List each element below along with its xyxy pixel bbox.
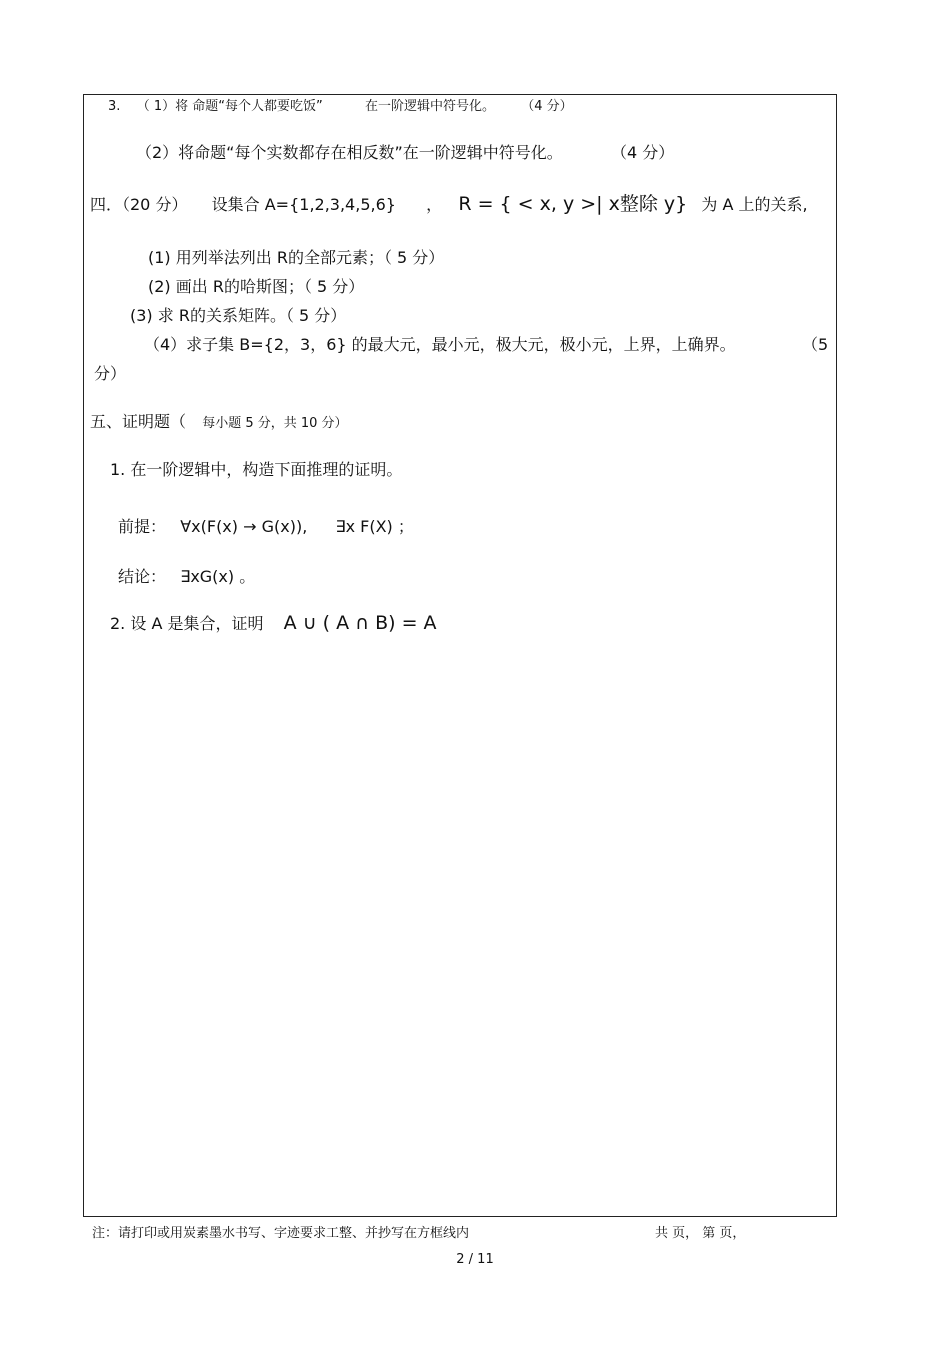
- q5-p1: 1. 在一阶逻辑中，构造下面推理的证明。: [110, 460, 403, 479]
- q4-item-3: (3) 求 R的关系矩阵。（ 5 分）: [130, 306, 347, 325]
- q4-item-4-score-a: （5: [802, 335, 829, 354]
- q4-comma: ，: [426, 195, 443, 214]
- q4-item-2: (2) 画出 R的哈斯图；（ 5 分）: [148, 277, 365, 296]
- conclusion-label: 结论：: [118, 567, 167, 586]
- conclusion-formula: ∃xG(x) 。: [180, 567, 256, 586]
- q5-header: [90, 412, 348, 434]
- q4-header: [90, 194, 808, 215]
- q5-p2-formula: A ∪ ( A ∩ B) = A: [283, 612, 437, 634]
- q3-line1: [108, 97, 573, 117]
- q3-part2-score: （4 分）: [610, 143, 675, 162]
- premise-formula-b: ∃x F(X) ；: [335, 517, 414, 536]
- q3-number: 3.: [108, 99, 121, 114]
- q5-conclusion: [118, 567, 255, 587]
- q5-score-note: 每小题 5 分，共 10 分）: [202, 416, 348, 431]
- q5-premise: [118, 517, 414, 537]
- q4-item-4-score-b: 分）: [94, 364, 127, 383]
- q4-item-4: （4）求子集 B={2，3，6} 的最大元，最小元，极大元，极小元，上界，上确界。: [144, 335, 736, 354]
- q4-relation-tail: 为 A 上的关系,: [701, 195, 808, 214]
- q4-set: 设集合 A={1,2,3,4,5,6}: [211, 195, 396, 214]
- q4-relation: R = { < x, y >| x整除 y}: [458, 193, 688, 215]
- q3-part1-score: （4 分）: [521, 99, 573, 114]
- page-number: 2 / 11: [456, 1252, 494, 1267]
- q5-p2-text: 2. 设 A 是集合，证明: [110, 614, 264, 633]
- q3-part1: （ 1）将 命题“每个人都要吃饭”: [136, 99, 323, 114]
- q5-p2: [110, 613, 437, 634]
- q3-part1-tail: 在一阶逻辑中符号化。: [364, 99, 495, 114]
- premise-label: 前提：: [118, 517, 167, 536]
- q4-item-1: (1) 用列举法列出 R的全部元素；（ 5 分）: [148, 248, 445, 267]
- footer-note: 注：请打印或用炭素墨水书写、字迹要求工整、并抄写在方框线内: [92, 1226, 470, 1241]
- footer-page-count: 共 页， 第 页，: [655, 1226, 746, 1241]
- q3-line2: [136, 143, 674, 163]
- q5-title: 五、证明题（: [90, 412, 187, 431]
- q4-title: 四．（20 分）: [90, 195, 188, 214]
- premise-formula-a: ∀x(F(x) → G(x)),: [180, 517, 308, 536]
- q3-part2: （2）将命题“每个实数都存在相反数”在一阶逻辑中符号化。: [136, 143, 563, 162]
